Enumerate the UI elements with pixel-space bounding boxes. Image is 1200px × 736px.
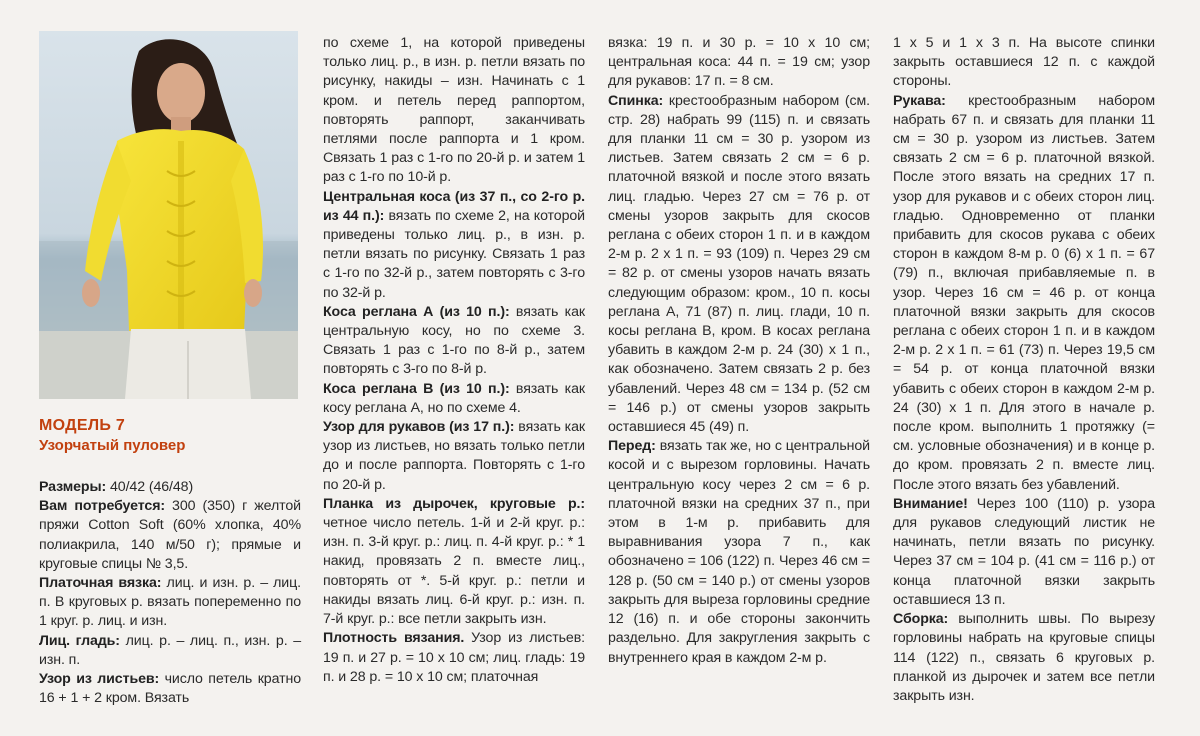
- paragraph-text: вязать по схеме 2, на которой приведены только лиц. р., в изн. р. петли вязать по рисунку. Связать 1 раз с 1-го по 32-й р., затем повторять с 3-го по 32-й р.: [323, 207, 585, 301]
- paragraph-label: Коса реглана А (из 10 п.):: [323, 303, 510, 320]
- paragraph: [323, 629, 585, 687]
- paragraph: [323, 418, 585, 495]
- paragraph-text: число петель кратно 16 + 1 + 2 кром. Вязать: [39, 671, 301, 707]
- paragraph-text: крестообразным набором набрать 67 п. и связать для планки 11 см = 30 р. узором из листьев. Затем связать 2 см = 6 р. платочной вязкой. После этого вязать на средних 17 п. узор для рукавов и с обеих сторон лиц. гладью. Одновременно от планки прибавить для скосов рукава с обеих сторон в каждом 8-м р. 0 (6) х 1 п. = 67 (79) п., включая прибавляемые п. в узор. Через 16 см = 46 р. от конца платочной вязки закрыть для скосов реглана с обеих сторон 1 п. и в каждом 2-м р. 2 х 1 п. = 61 (73) п. Через 19,5 см = 54 р. от конца платочной вязки убавить с обеих сторон в каждом 2-м р. 24 (30) х 1 п. Для этого в начале р. после кром. выполнить 1 протяжку (= см. условные обозначения) и в конце р. до кром. провязать 2 п. вместе лиц. После этого вязать без убавлений.: [893, 92, 1155, 493]
- paragraph: [39, 670, 301, 708]
- paragraph-label: Платочная вязка:: [39, 575, 162, 592]
- paragraph: [323, 188, 585, 303]
- paragraph-text: крестообразным набором (см. стр. 28) набрать 99 (115) п. и связать для планки 11 см = 30 р. узором из листьев. Затем связать 2 см = 6 р. платочной вязкой и после этого вязать лиц. гладью. Через 27 см = 76 р. от смены узоров закрыть для скосов реглана с обеих сторон 1 п. и в каждом 2-м р. 2 х 1 п. = 93 (109) п. Через 29 см = 82 р. от смены узоров начать вязать следующим образом: кром., 10 п. косы реглана А, 71 (87) п. лиц. глади, 10 п. косы реглана В, кром. В косах реглана убавить в каждом 2-м р. 24 (30) х 1 п., как обозначено. Затем связать 2 р. без убавлений. Через 48 см = 134 р. (52 см = 146 р.) от смены узоров закрыть оставшиеся 45 (49) п.: [608, 92, 870, 436]
- paragraph-text: 300 (350) г желтой пряжи Cotton Soft (60% хлопка, 40% полиакрила, 140 м/50 г); прямые и круговые спицы № 3,5.: [39, 498, 301, 572]
- text-column-2: [323, 34, 585, 687]
- paragraph-label: Рукава:: [893, 92, 946, 109]
- paragraph: [608, 437, 870, 667]
- paragraph-label: Перед:: [608, 438, 656, 455]
- paragraph-text: 40/42 (46/48): [106, 479, 194, 495]
- text-column-3: [608, 34, 870, 668]
- paragraph: [893, 34, 1155, 92]
- paragraph-text: вязать как узор из листьев, но вязать только петли до и после раппорта. Повторять с 1-го по 20-й р.: [323, 419, 585, 493]
- paragraph: [893, 495, 1155, 610]
- paragraph-text: 1 х 5 и 1 х 3 п. На высоте спинки закрыть оставшиеся 12 п. с каждой стороны.: [893, 35, 1155, 90]
- paragraph-label: Узор из листьев:: [39, 671, 160, 688]
- paragraph-label: Внимание!: [893, 495, 968, 512]
- paragraph-label: Вам потребуется:: [39, 498, 166, 515]
- model-number: МОДЕЛЬ 7: [39, 417, 126, 434]
- paragraph-text: выполнить швы. По вырезу горловины набрать на круговые спицы 114 (122) п., связать 6 круговых р. планкой из дырочек и затем все петли закрыть изн.: [893, 611, 1155, 704]
- paragraph: [323, 380, 585, 418]
- paragraph-text: четное число петель. 1-й и 2-й круг. р.: изн. п. 3-й круг. р.: лиц. п. 4-й круг. р.: * 1 накид, провязать 2 п. вместе лиц., повторять от *. 5-й круг. р.: петли и накиды вязать лиц. 6-й круг. р.: изн. п. 7-й круг. р.: все петли закрыть изн.: [323, 515, 585, 628]
- text-column-1: [39, 478, 301, 708]
- paragraph-text: вязать как косу реглана А, но по схеме 4.: [323, 380, 585, 416]
- paragraph-label: Размеры:: [39, 479, 107, 495]
- paragraph-label: Спинка:: [608, 92, 664, 109]
- paragraph-label: Лиц. гладь:: [39, 632, 120, 649]
- paragraph-label: Коса реглана В (из 10 п.):: [323, 380, 510, 397]
- paragraph-label: Сборка:: [893, 611, 949, 628]
- model-subtitle: Узорчатый пуловер: [39, 437, 186, 454]
- paragraph: [893, 92, 1155, 495]
- paragraph: [39, 574, 301, 632]
- paragraph: [39, 478, 301, 497]
- paragraph: [323, 495, 585, 629]
- paragraph-text: Узор из листьев: 19 п. и 27 р. = 10 х 10 см; лиц. гладь: 19 п. и 28 р. = 10 х 10 см; платочная: [323, 630, 586, 685]
- text-column-4: [893, 34, 1155, 706]
- paragraph: [323, 303, 585, 380]
- paragraph-label: Планка из дырочек, круговые р.:: [323, 495, 585, 512]
- paragraph: [39, 632, 301, 670]
- model-heading: [39, 416, 301, 455]
- paragraph-label: Узор для рукавов (из 17 п.):: [323, 419, 515, 436]
- paragraph: [608, 34, 870, 92]
- paragraph-text: Через 100 (110) р. узора для рукавов следующий листик не начинать, петли вязать по рисунку. Через 37 см = 104 р. (41 см = 116 р.) от конца платочной вязки закрыть оставшиеся 13 п.: [893, 495, 1155, 608]
- paragraph: [893, 610, 1155, 706]
- paragraph: [323, 34, 585, 188]
- paragraph-label: Центральная коса (из 37 п., со 2-го р. из 44 п.):: [323, 188, 585, 224]
- model-photo-illustration: [39, 31, 298, 399]
- paragraph-text: лиц. р. – лиц. п., изн. р. – изн. п.: [39, 632, 301, 668]
- paragraph-text: вязать так же, но с центральной косой и с вырезом горловины. Начать центральную косу через 2 см = 6 р. платочной вязки на средних 37 п., при этом в 1-м р. прибавить для выравнивания узора 7 п., как обозначено = 106 (122) п. Через 46 см = 128 р. (50 см = 140 р.) от смены узоров закрыть для выреза горловины средние 12 (16) п. и обе стороны закончить раздельно. Для закругления закрыть с внутреннего края в каждом 2-м р.: [608, 438, 870, 666]
- paragraph-text: по схеме 1, на которой приведены только лиц. р., в изн. р. петли вязать по рисунку, накиды – изн. Начинать с 1 кром. и петель перед раппортом, повторять раппорт, заканчивать петлями после раппорта и 1 кром. Связать 1 раз с 1-го по 20-й р. и затем 1 раз с 1-го по 10-й р.: [323, 35, 585, 186]
- paragraph-text: вязать как центральную косу, но по схеме 3. Связать 1 раз с 1-го по 8-й р., затем повторять с 3-го по 8-й р.: [323, 303, 585, 378]
- paragraph-text: лиц. и изн. р. – лиц. п. В круговых р. вязать попеременно по 1 круг. р. лиц. и изн.: [39, 575, 301, 630]
- paragraph-text: вязка: 19 п. и 30 р. = 10 х 10 см; центральная коса: 44 п. = 19 см; узор для рукавов: 17 п. = 8 см.: [608, 35, 870, 90]
- paragraph: [39, 497, 301, 574]
- model-photo: [39, 31, 298, 399]
- paragraph-label: Плотность вязания.: [323, 630, 465, 647]
- paragraph: [608, 92, 870, 438]
